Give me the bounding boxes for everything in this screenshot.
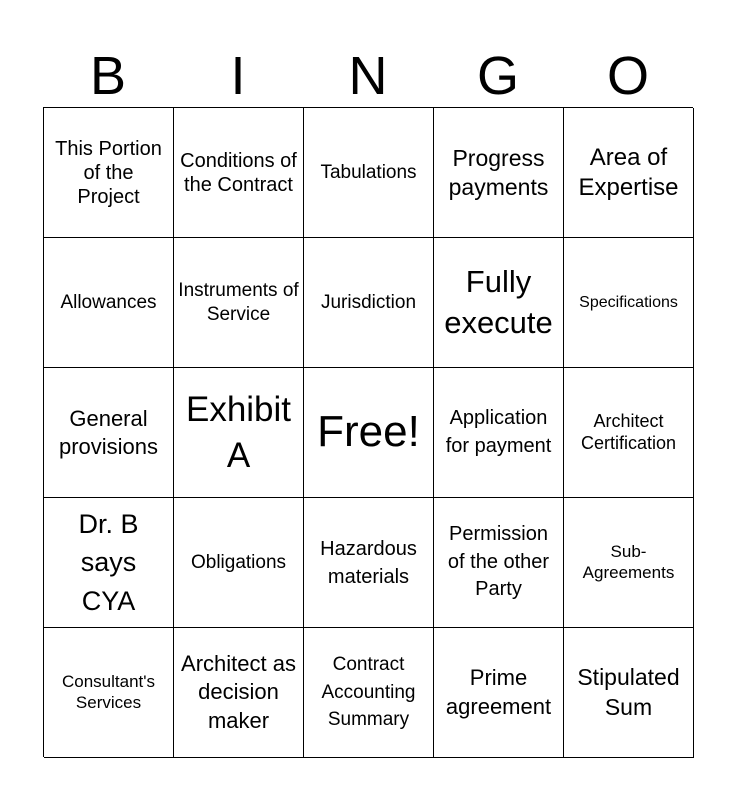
cell-text: Fully execute (444, 264, 553, 340)
bingo-cell[interactable] (434, 108, 564, 238)
cell-text: Area of Expertise (578, 143, 679, 201)
bingo-cell[interactable] (304, 238, 434, 368)
bingo-cell[interactable] (434, 368, 564, 498)
bingo-cell[interactable] (304, 108, 434, 238)
bingo-cell[interactable] (174, 628, 304, 758)
bingo-cell[interactable] (564, 628, 694, 758)
bingo-cell[interactable] (564, 368, 694, 498)
cell-text: Specifications (579, 293, 678, 311)
header-letter-n: N (348, 46, 388, 106)
bingo-cell[interactable] (564, 238, 694, 368)
bingo-cell[interactable] (44, 368, 174, 498)
bingo-cell[interactable] (174, 368, 304, 498)
cell-text: Architect as decision maker (181, 651, 296, 733)
bingo-cell[interactable] (174, 238, 304, 368)
bingo-cell[interactable] (434, 628, 564, 758)
bingo-card (43, 107, 693, 757)
header-letter-b: B (89, 46, 127, 106)
cell-text: Dr. B says CYA (78, 509, 139, 616)
cell-text: Architect Certification (580, 410, 677, 453)
bingo-cell[interactable] (304, 498, 434, 628)
bingo-cell[interactable] (434, 238, 564, 368)
bingo-cell[interactable] (174, 108, 304, 238)
header-letter-i: I (230, 46, 246, 106)
header-letter-g: G (476, 46, 519, 106)
cell-text: Tabulations (320, 161, 417, 183)
free-space-text: Free! (317, 407, 420, 457)
cell-text: Hazardous materials (320, 537, 417, 588)
cell-text: Instruments of Service (178, 280, 299, 325)
bingo-cell[interactable] (174, 498, 304, 628)
cell-text: Obligations (190, 551, 287, 573)
cell-text: Exhibit A (185, 390, 292, 475)
cell-text: Permission of the other Party (447, 523, 550, 601)
bingo-cell[interactable] (44, 628, 174, 758)
free-space-cell[interactable] (304, 368, 434, 498)
cell-text: Application for payment (445, 406, 552, 457)
cell-text: This Portion of the Project (55, 137, 162, 208)
cell-text: Prime agreement (445, 664, 552, 719)
cell-text: Sub-Agreements (582, 542, 675, 582)
cell-text: Conditions of the Contract (180, 149, 297, 196)
cell-text: Allowances (60, 291, 157, 313)
bingo-cell[interactable] (434, 498, 564, 628)
bingo-cell[interactable] (44, 238, 174, 368)
bingo-cell[interactable] (44, 108, 174, 238)
cell-text: Consultant's Services (61, 672, 156, 712)
cell-text: General provisions (58, 406, 159, 459)
cell-text: Stipulated Sum (577, 664, 680, 720)
header-letter-o: O (606, 46, 649, 106)
cell-text: Progress payments (448, 144, 549, 200)
bingo-header (43, 44, 693, 108)
cell-text: Jurisdiction (320, 291, 417, 313)
bingo-cell[interactable] (304, 628, 434, 758)
bingo-cell[interactable] (44, 498, 174, 628)
bingo-cell[interactable] (564, 498, 694, 628)
bingo-cell[interactable] (564, 108, 694, 238)
cell-text: Contract Accounting Summary (321, 654, 416, 731)
